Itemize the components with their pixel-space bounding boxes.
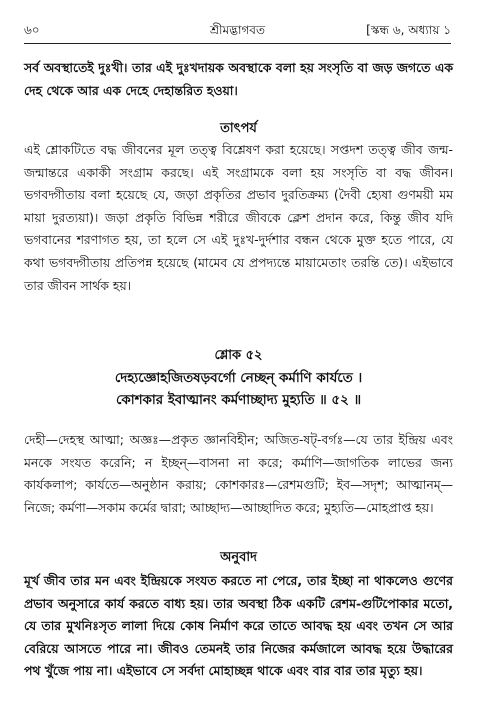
translation-paragraph: মূর্খ জীব তার মন এবং ইন্দ্রিয়কে সংযত করতে না পেরে, তার ইচ্ছা না থাকলেও গুণের প্রভাব অনুসারে কার্য করতে বাধ্য হয়। তার অবস্থা ঠিক একটি রেশম-গুটিপোকার মতো, যে তার মুখনিঃসৃত লালা দিয়ে কোষ নির্মাণ করে তাতে আবদ্ধ হয় এবং তখন সে আর বেরিয়ে আসতে পারে না। জীবও তেমনই তার নিজের কর্মজালে আবদ্ধ হয়ে উদ্ধারের পথ খুঁজে পায় না। এইভাবে সে সর্বদা মোহাচ্ছন্ন থাকে এবং বার বার তার মৃত্যু হয়। (24, 573, 453, 679)
verse-line-2: কোশকার ইবাত্মানং কর্মণাচ্ছাদ্য মুহ্যতি ॥ ৫২ ॥ (115, 393, 362, 408)
purport-heading: তাৎপর্য (220, 121, 257, 136)
verse-line-1: দেহ্যজ্ঞোহজিতষড়বর্গো নেচ্ছন্ কর্মাণি কার্যতে । (114, 371, 363, 386)
running-title: শ্রীমদ্ভাগবত (209, 23, 265, 37)
translation-heading: অনুবাদ (220, 550, 257, 565)
synonyms-paragraph: দেহী—দেহস্থ আত্মা; অজ্ঞঃ—প্রকৃত জ্ঞানবিহীন; অজিত-ষট্-বর্গঃ—যে তার ইন্দ্রিয় এবং মনকে সংযত করেনি; ন ইচ্ছন্—বাসনা না করে; কর্মাণি—জাগতিক লাভের জন্য কার্যকলাপ; কার্যতে—অনুষ্ঠান করায়; কোশকারঃ—রেশমগুটি; ইব—সদৃশ; আত্মানম্—নিজে; কর্মণা—সকাম কর্মের দ্বারা; আচ্ছাদ্য—আচ্ছাদিত করে; মুহ্যতি—মোহপ্রাপ্ত হয়। (24, 432, 453, 515)
page-number: ৬০ (24, 23, 40, 37)
verse-block (24, 368, 453, 412)
intro-paragraph: সর্ব অবস্থাতেই দুঃখী। তার এই দুঃখদায়ক অবস্থাকে বলা হয় সংসৃতি বা জড় জগতে এক দেহ থেকে আর এক দেহে দেহান্তরিত হওয়া। (24, 60, 453, 98)
verse-heading: শ্লোক ৫২ (214, 348, 263, 363)
purport-paragraph: এই শ্লোকটিতে বদ্ধ জীবনের মূল তত্ত্ব বিশ্লেষণ করা হয়েছে। সপ্তদশ তত্ত্ব জীব জন্ম-জন্মান্তরে একাকী সংগ্রাম করছে। এই সংগ্রামকে বলা হয় সংসৃতি বা বদ্ধ জীবন। ভগবদ্গীতায় বলা হয়েছে যে, জড়া প্রকৃতির প্রভাব দুরতিক্রম্য (দৈবী হ্যেষা গুণময়ী মম মায়া দুরত্যয়া)। জড়া প্রকৃতি বিভিন্ন শরীরে জীবকে ক্লেশ প্রদান করে, কিন্তু জীব যদি ভগবানের শরণাগত হয়, তা হলে সে এই দুঃখ-দুর্দশার বন্ধন থেকে মুক্ত হতে পারে, যে কথা ভগবদ্গীতায় প্রতিপন্ন হয়েছে (মামেব যে প্রপদ্যন্তে মায়ামেতাং তরন্তি তে)। এইভাবে তার জীবন সার্থক হয়। (24, 142, 453, 293)
page-header (24, 22, 451, 42)
header-rule (24, 43, 451, 44)
chapter-reference: [স্কন্ধ ৬, অধ্যায় ১ (366, 23, 451, 37)
